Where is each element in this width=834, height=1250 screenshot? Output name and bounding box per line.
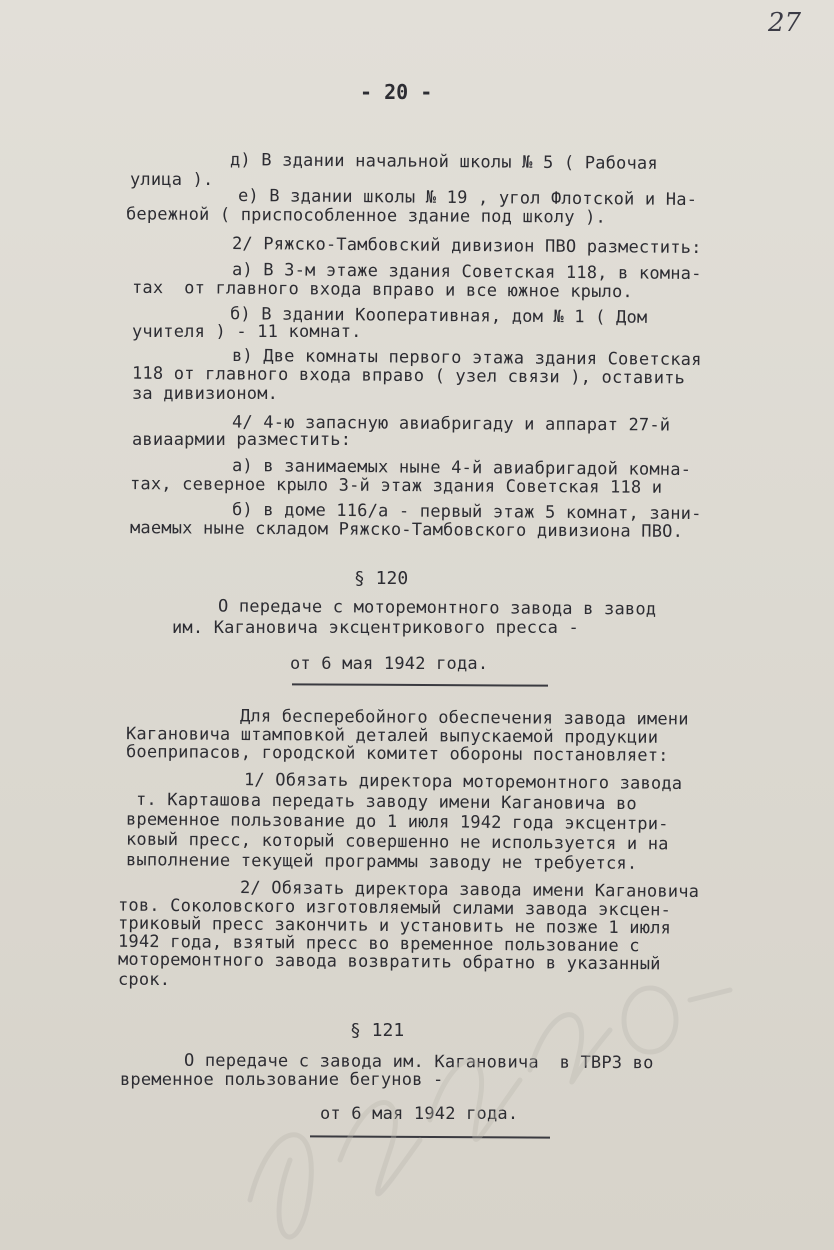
text-line: т. Карташова передать заводу имени Кагановича во	[135, 789, 637, 815]
section-120-title: им. Кагановича эксцентрикового пресса -	[172, 618, 579, 638]
text-line: Для бесперебойного обеспечения завода имени	[239, 706, 689, 730]
text-line: за дивизионом.	[132, 384, 279, 404]
section-121-title: временное пользование бегунов -	[120, 1070, 444, 1090]
text-line: триковый пресс закончить и установить не позже 1 июля	[117, 913, 672, 939]
text-line: срок.	[118, 970, 171, 990]
section-121-date: от 6 мая 1942 года.	[320, 1104, 519, 1124]
section-120-underline	[292, 683, 548, 686]
text-line: в) Две комнаты первого этажа здания Советская	[231, 345, 702, 371]
section-120-number: § 120	[354, 568, 409, 589]
text-line: а) в занимаемых ныне 4-й авиабригадой комна-	[231, 455, 692, 481]
text-line: тах, северное крыло 3-й этаж здания Советская 118 и	[129, 474, 663, 498]
section-121-title: О передаче с завода им. Кагановича в ТВРЗ во	[183, 1050, 654, 1074]
text-line: боеприпасов, городской комитет обороны постановляет:	[125, 742, 669, 766]
text-line: 118 от главного входа вправо ( узел связи ), оставить	[131, 363, 686, 389]
text-line: 1942 года, взятый пресс во временное пользование с	[117, 931, 640, 957]
text-line: д) В здании начальной школы № 5 ( Рабочая	[229, 150, 658, 174]
section-120-date: от 6 мая 1942 года.	[290, 654, 489, 674]
text-line: а) В 3-м этаже здания Советская 118, в комна-	[231, 259, 702, 285]
text-line: 4/ 4-ю запасную авиабригаду и аппарат 27-й	[231, 412, 671, 436]
section-121-number: § 121	[350, 1020, 405, 1041]
text-line: бережной ( приспособленное здание под школу ).	[125, 204, 607, 228]
text-line: 2/ Обязать директора завода имени Кагановича	[239, 877, 700, 903]
archive-page-number: 27	[768, 8, 802, 38]
text-line: временное пользование до 1 июля 1942 года эксцентри-	[125, 809, 669, 835]
text-line: авиаармии разместить:	[132, 430, 352, 450]
text-line: б) В здании Кооперативная, дом № 1 ( Дом	[229, 304, 648, 328]
text-line: е) В здании школы № 19 , угол Флотской и На-	[237, 185, 698, 211]
text-line: маемых ныне складом Ряжско-Тамбовского дивизиона ПВО.	[129, 518, 684, 542]
text-line: тах от главного входа вправо и все южное крыло.	[131, 277, 633, 303]
text-line: выполнение текущей программы заводу не требуется.	[125, 850, 638, 874]
text-line: улица ).	[130, 170, 214, 190]
text-line: учителя ) - 11 комнат.	[132, 322, 362, 342]
page-number: - 20 -	[360, 80, 433, 104]
text-line: Кагановича штамповкой деталей выпускаемой продукции	[125, 724, 659, 748]
text-line: 1/ Обязать директора моторемонтного завода	[243, 770, 683, 794]
watermark-scribble	[230, 960, 750, 1250]
text-line: моторемонтного завода возвратить обратно в указанный	[117, 949, 661, 975]
text-line: ковый пресс, который совершенно не используется и на	[125, 829, 669, 855]
text-line: б) в доме 116/а - первый этаж 5 комнат, зани-	[231, 499, 702, 525]
text-line: 2/ Ряжско-Тамбовский дивизион ПВО разместить:	[231, 233, 702, 259]
section-120-title: О передаче с моторемонтного завода в завод	[217, 596, 657, 620]
text-line: тов. Соколовского изготовляемый силами завода эксцен-	[117, 895, 672, 921]
